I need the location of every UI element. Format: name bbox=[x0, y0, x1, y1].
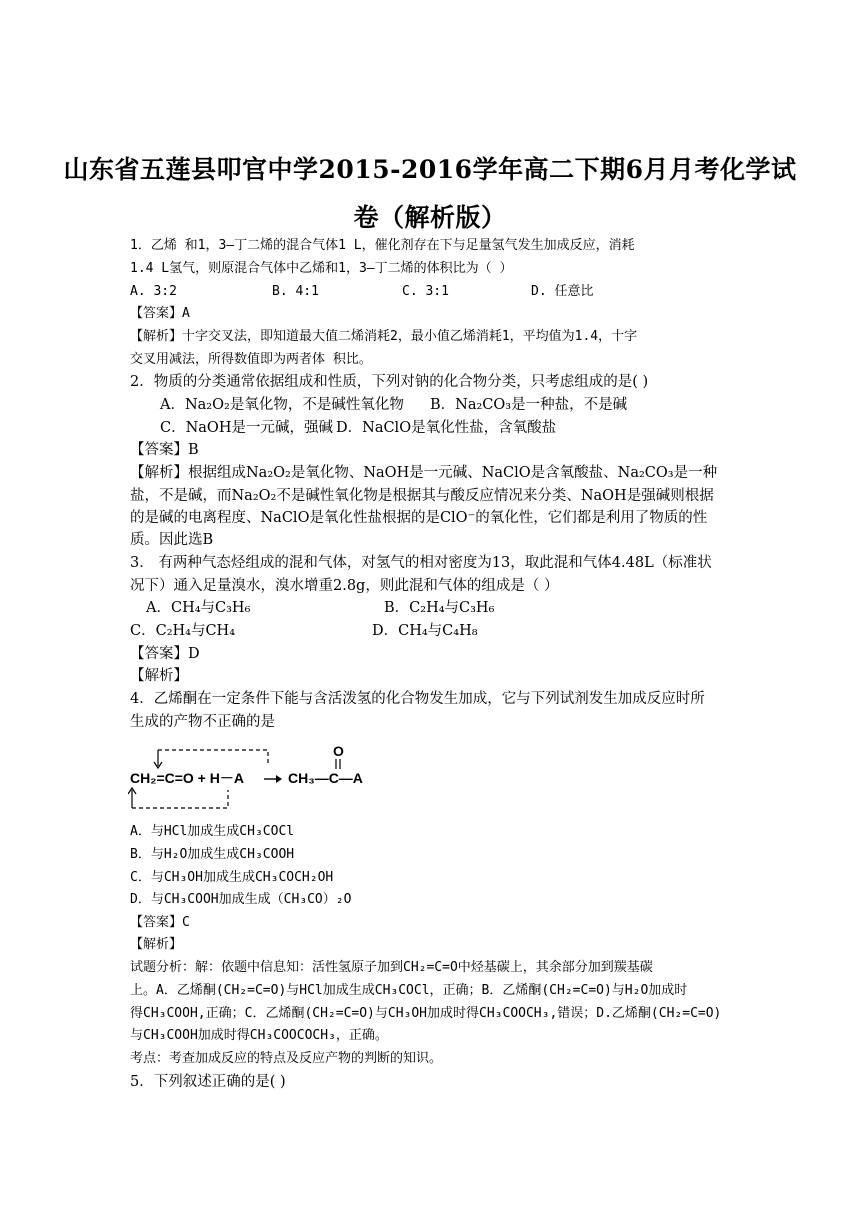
q4-option-b: B．与H₂O加成生成CH₃COOH bbox=[130, 847, 295, 862]
q3-analysis: 【解析】 bbox=[130, 668, 188, 684]
diagram-product: CH₃—C—A bbox=[288, 770, 363, 786]
q3-option-d: D．CH₄与C₄H₈ bbox=[372, 623, 478, 639]
q1-text-line1: 1．乙烯 和1，3—丁二烯的混合气体1 L，催化剂存在下与足量氢气发生加成反应，消耗 bbox=[130, 238, 635, 253]
q4-answer: 【答案】C bbox=[130, 915, 190, 930]
q3-option-a: A．CH₄与C₃H₆ bbox=[146, 600, 251, 616]
q2-analysis-line2: 盐，不是碱，而Na₂O₂不是碱性氧化物是根据其与酸反应情况来分类、NaOH是强碱则根据 bbox=[130, 488, 714, 504]
q5-text: 5．下列叙述正确的是( ) bbox=[130, 1074, 286, 1090]
ketene-addition-diagram bbox=[128, 738, 378, 812]
diagram-carbonyl-oxygen: O bbox=[333, 743, 344, 759]
q1-option-c: C. 3:1 bbox=[402, 284, 449, 299]
q2-option-c: C．NaOH是一元碱，强碱 bbox=[160, 420, 333, 436]
q4-option-d: D．与CH₃COOH加成生成（CH₃CO）₂O bbox=[130, 892, 352, 907]
q1-answer: 【答案】A bbox=[130, 306, 190, 321]
q2-analysis-line4: 质。因此选B bbox=[130, 532, 214, 548]
q3-answer: 【答案】D bbox=[130, 646, 200, 662]
diagram-reactants: CH₂=C=O + H－A bbox=[130, 770, 244, 786]
q3-option-b: B．C₂H₄与C₃H₆ bbox=[384, 600, 495, 616]
q4-option-c: C．与CH₃OH加成生成CH₃COCH₂OH bbox=[130, 870, 334, 885]
q4-analysis-line1: 试题分析：解：依题中信息知：活性氢原子加到CH₂=C=O中烃基碳上，其余部分加到羰基碳 bbox=[130, 960, 653, 975]
q1-option-a: A. 3:2 bbox=[130, 284, 177, 299]
q2-option-d: D．NaClO是氧化性盐，含氧酸盐 bbox=[336, 420, 557, 436]
q1-analysis-line2: 交叉用减法，所得数值即为两者体 积比。 bbox=[130, 352, 372, 367]
q3-text-line1: 3． 有两种气态烃组成的混和气体，对氢气的相对密度为13，取此混和气体4.48L（标准状 bbox=[130, 555, 712, 571]
q1-option-b: B. 4:1 bbox=[272, 284, 319, 299]
q1-text-line2: 1.4 L氢气，则原混合气体中乙烯和1，3—丁二烯的体积比为（ ） bbox=[130, 261, 513, 276]
document-title-line2: 卷（解析版） bbox=[353, 203, 507, 232]
q2-analysis-line1: 【解析】根据组成Na₂O₂是氧化物、NaOH是一元碱、NaClO是含氧酸盐、Na₂CO₃是一种 bbox=[130, 465, 718, 481]
q2-answer: 【答案】B bbox=[130, 442, 199, 458]
q4-text-line2: 生成的产物不正确的是 bbox=[130, 714, 275, 730]
q1-option-d: D. 任意比 bbox=[531, 284, 594, 299]
q3-option-c: C．C₂H₄与CH₄ bbox=[130, 623, 236, 639]
q1-analysis-line1: 【解析】十字交叉法，即知道最大值二烯消耗2，最小值乙烯消耗1，平均值为1.4，十字 bbox=[130, 329, 638, 344]
q4-text-line1: 4．乙烯酮在一定条件下能与含活泼氢的化合物发生加成，它与下列试剂发生加成反应时所 bbox=[130, 691, 705, 707]
q4-option-a: A．与HCl加成生成CH₃COCl bbox=[130, 824, 295, 839]
q2-text: 2．物质的分类通常依据组成和性质，下列对钠的化合物分类，只考虑组成的是( ) bbox=[130, 374, 649, 390]
q2-option-a: A．Na₂O₂是氧化物，不是碱性氧化物 bbox=[160, 397, 404, 413]
q4-analysis-line4: 与CH₃COOH加成时得CH₃COOCOCH₃，正确。 bbox=[130, 1028, 388, 1043]
q4-analysis-line2: 上。A．乙烯酮(CH₂=C=O)与HCl加成生成CH₃COCl，正确；B．乙烯酮(CH₂=C=O)与H₂O加成时 bbox=[130, 983, 688, 998]
q4-analysis-line3: 得CH₃COOH,正确；C．乙烯酮(CH₂=C=O)与CH₃OH加成时得CH₃COOCH₃,错误；D.乙烯酮(CH₂=C=O) bbox=[130, 1006, 722, 1021]
document-title-line1: 山东省五莲县叩官中学2015-2016学年高二下期6月月考化学试 bbox=[63, 155, 797, 184]
q4-analysis-heading: 【解析】 bbox=[130, 937, 183, 952]
q3-text-line2: 况下）通入足量溴水，溴水增重2.8g，则此混和气体的组成是（ ） bbox=[130, 578, 559, 594]
q4-analysis-kaodian: 考点：考查加成反应的特点及反应产物的判断的知识。 bbox=[130, 1051, 443, 1066]
q2-option-b: B．Na₂CO₃是一种盐，不是碱 bbox=[430, 397, 628, 413]
q2-analysis-line3: 的是碱的电离程度、NaClO是氧化性盐根据的是ClO⁻的氧化性，它们都是利用了物质的性 bbox=[130, 510, 708, 526]
